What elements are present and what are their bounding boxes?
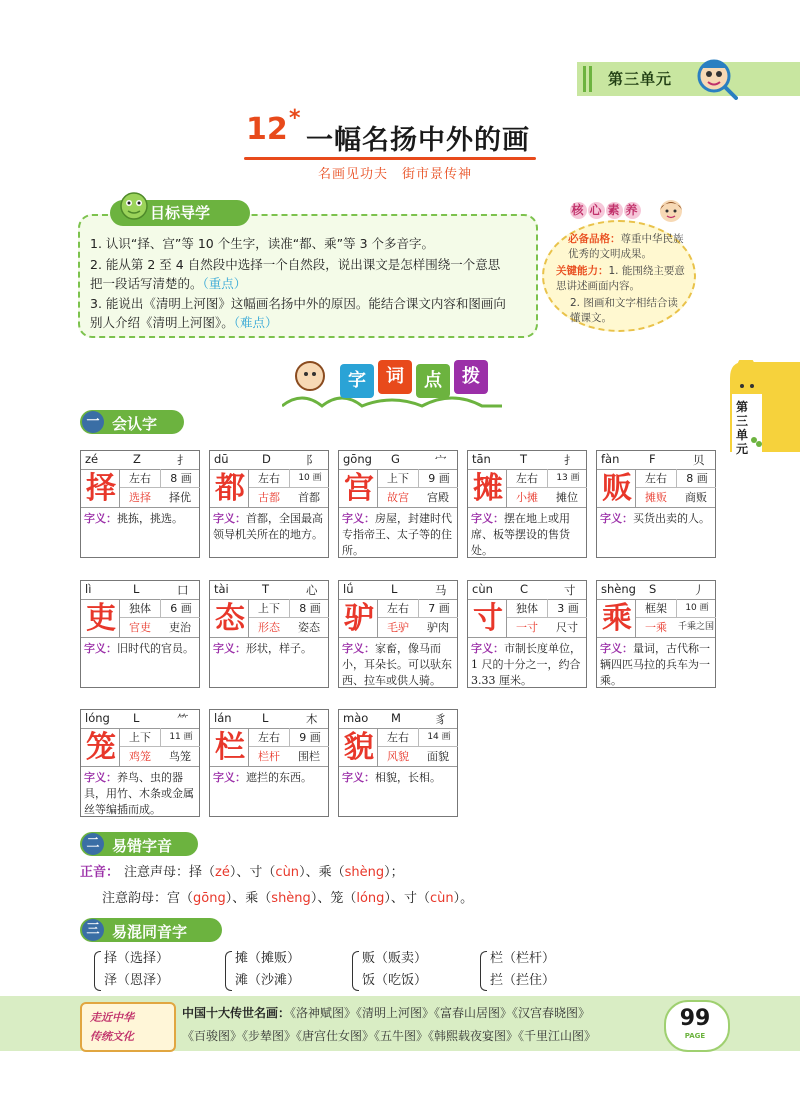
card-word-1: 小摊 (516, 491, 538, 504)
card-letter: L (133, 711, 140, 725)
goal-item-3: 3. 能说出《清明上河图》这幅画名扬中外的原因。能结合课文内容和图画向别人介绍《清明上河图》。（难点） (90, 296, 506, 330)
card-structure: 左右 (387, 731, 409, 744)
card-letter: T (520, 452, 528, 466)
title-underline (244, 157, 536, 160)
card-radical: 丿 (693, 583, 705, 597)
card-header (210, 581, 328, 600)
card-word-2: 吏治 (169, 621, 191, 634)
goals-label: 目标导学 (150, 204, 211, 222)
card-strokes: 13 画 (547, 469, 588, 488)
goal-item-1: 1. 认识“择、宫”等 10 个生字，读准“都、乘”等 3 个多音字。 (90, 236, 435, 251)
card-strokes: 9 画 (418, 469, 459, 488)
card-structure: 独体 (129, 602, 151, 615)
definition-label: 字义： (600, 512, 633, 525)
definition-text: 养鸟、虫的器具，用竹、木条或金属丝等编插而成。 (84, 771, 194, 816)
card-letter: G (391, 452, 400, 466)
card-info (248, 599, 329, 637)
homophone-group-2: 摊（摊贩） 滩（沙滩） (235, 951, 301, 988)
goal-item-2: 2. 能从第 2 至 4 自然段中选择一个自然段，说出课文是怎样围绕一个意思把一段话写清楚的。（重点） (90, 257, 501, 291)
footer-line-1: 中国十大传世名画：《洛神赋图》《清明上河图》《富春山居图》《汉宫春晓图》 (182, 1006, 591, 1020)
card-info (377, 728, 458, 766)
char-card (338, 580, 458, 688)
card-word-2: 驴肉 (427, 621, 449, 634)
card-pinyin: mào (343, 711, 369, 725)
card-letter: S (649, 582, 657, 596)
card-strokes: 10 画 (289, 469, 330, 488)
definition-label: 字义： (471, 512, 504, 525)
culture-logo (80, 1002, 176, 1052)
card-info (377, 469, 458, 507)
card-pinyin: zé (85, 452, 99, 466)
card-word-2: 尺寸 (556, 621, 578, 634)
card-definition (597, 637, 715, 687)
card-character: 择 (86, 471, 116, 506)
section-title-2: 易错字音 (112, 837, 173, 855)
char-card (209, 580, 329, 688)
card-definition (210, 637, 328, 687)
card-info (377, 599, 458, 637)
card-character: 摊 (473, 471, 503, 506)
card-strokes: 6 画 (160, 599, 201, 618)
banner-char-4: 拨 (462, 366, 480, 387)
lesson-title: 一幅名扬中外的画 (306, 125, 530, 156)
card-character: 貌 (344, 730, 374, 765)
brace-3 (352, 951, 359, 991)
card-letter: C (520, 582, 529, 596)
card-letter: M (391, 711, 401, 725)
card-pinyin: lóng (85, 711, 110, 725)
card-radical: 豸 (435, 712, 447, 726)
card-word-2: 摊位 (556, 491, 578, 504)
card-pinyin: lǘ (343, 582, 354, 596)
definition-label: 字义： (213, 512, 246, 525)
homophone-group-1: 择（选择） 泽（恩泽） (104, 951, 170, 988)
card-strokes: 8 画 (676, 469, 717, 488)
definition-text: 量词，古代称一辆四匹马拉的兵车为一乘。 (600, 642, 710, 687)
card-header (81, 451, 199, 470)
core-item-1: 必备品格：尊重中华民族优秀的文明成果。 (568, 233, 684, 260)
card-letter: L (133, 582, 140, 596)
card-character: 寸 (473, 601, 503, 636)
footer-line-2: 《百骏图》《步辇图》《唐宫仕女图》《五牛图》《韩熙载夜宴图》《千里江山图》 (182, 1029, 597, 1043)
girl-mascot-icon (656, 196, 686, 226)
card-strokes: 8 画 (289, 599, 330, 618)
card-structure: 左右 (258, 472, 280, 485)
core-item-2: 关键能力：1. 能围绕主要意思讲述画面内容。 (556, 265, 685, 292)
card-word-1: 形态 (258, 621, 280, 634)
lesson-star: * (289, 106, 301, 131)
pronunciation-label: 正音： (80, 865, 120, 880)
char-card (596, 450, 716, 558)
card-definition (81, 637, 199, 687)
card-character: 吏 (86, 601, 116, 636)
banner-char-1: 字 (348, 370, 366, 391)
card-radical: 心 (306, 583, 318, 597)
card-word-1: 毛驴 (387, 621, 409, 634)
brace-4 (480, 951, 487, 991)
card-strokes: 10 画 (676, 599, 717, 618)
card-radical: 贝 (693, 453, 705, 467)
card-structure: 左右 (645, 472, 667, 485)
char-card (338, 709, 458, 817)
definition-label: 字义： (342, 771, 375, 784)
char-card (80, 450, 200, 558)
card-character: 态 (215, 601, 245, 636)
card-structure: 左右 (387, 602, 409, 615)
card-radical: 扌 (564, 453, 576, 467)
card-letter: L (262, 711, 269, 725)
card-structure: 上下 (258, 602, 280, 615)
card-radical: 寸 (564, 583, 576, 597)
card-header (339, 710, 457, 729)
card-character: 贩 (602, 471, 632, 506)
lesson-subtitle: 名画见功夫 街市景传神 (318, 167, 473, 182)
core-item-3: 2. 图画和文字相结合读懂课文。 (570, 297, 678, 324)
card-radical: 口 (177, 583, 189, 597)
card-radical: 宀 (435, 453, 447, 467)
card-pinyin: shèng (601, 582, 636, 596)
card-info (248, 469, 329, 507)
card-header (81, 710, 199, 729)
card-word-1: 风貌 (387, 750, 409, 763)
card-character: 宫 (344, 471, 374, 506)
card-info (119, 599, 200, 637)
card-header (597, 451, 715, 470)
card-letter: F (649, 452, 656, 466)
definition-label: 字义： (342, 512, 375, 525)
card-character: 驴 (344, 601, 374, 636)
char-card (467, 580, 587, 688)
definition-text: 相貌，长相。 (375, 771, 441, 784)
card-structure: 上下 (387, 472, 409, 485)
card-pinyin: lán (214, 711, 232, 725)
definition-text: 形状，样子。 (246, 642, 312, 655)
card-header (468, 451, 586, 470)
definition-text: 首都，全国最高领导机关所在的地方。 (213, 512, 323, 541)
logo-line-1: 走近中华 (90, 1011, 134, 1024)
definition-label: 字义： (84, 642, 117, 655)
card-word-1: 故宫 (387, 491, 409, 504)
card-header (468, 581, 586, 600)
char-card (596, 580, 716, 688)
card-structure: 左右 (129, 472, 151, 485)
card-definition (468, 637, 586, 687)
card-word-1: 摊贩 (645, 491, 667, 504)
card-word-1: 一寸 (516, 621, 538, 634)
homophone-group-3: 贩（贩卖） 饭（吃饭） (362, 951, 428, 988)
card-word-2: 鸟笼 (169, 750, 191, 763)
card-strokes: 14 画 (418, 728, 459, 747)
card-word-1: 一乘 (645, 621, 667, 634)
definition-text: 房屋，封建时代专指帝王、太子等的住所。 (342, 512, 452, 557)
frog-mascot-icon (114, 186, 154, 226)
definition-text: 遮拦的东西。 (246, 771, 312, 784)
card-definition (81, 507, 199, 557)
card-letter: L (391, 582, 398, 596)
card-letter: Z (133, 452, 141, 466)
card-info (635, 469, 716, 507)
char-card (80, 709, 200, 817)
brace-1 (94, 951, 101, 991)
card-info (119, 728, 200, 766)
card-strokes: 8 画 (160, 469, 201, 488)
card-word-2: 首都 (298, 491, 320, 504)
pronunciation-line-1: 注意声母：择（zé）、寸（cùn）、乘（shèng）； (124, 865, 404, 880)
header-stripes (583, 66, 597, 92)
card-strokes: 3 画 (547, 599, 588, 618)
card-letter: T (262, 582, 270, 596)
card-structure: 框架 (645, 602, 667, 615)
definition-label: 字义： (213, 771, 246, 784)
card-info (119, 469, 200, 507)
card-structure: 独体 (516, 602, 538, 615)
card-header (81, 581, 199, 600)
card-header (210, 451, 328, 470)
section-num-3: 三 (82, 919, 104, 941)
card-character: 都 (215, 471, 245, 506)
card-radical: 阝 (306, 453, 318, 467)
char-card (209, 450, 329, 558)
card-definition (210, 766, 328, 816)
card-header (339, 451, 457, 470)
definition-label: 字义： (84, 512, 117, 525)
banner-char-2: 词 (386, 366, 404, 387)
definition-text: 挑拣，挑选。 (117, 512, 183, 525)
card-info (506, 469, 587, 507)
card-radical: 马 (435, 583, 447, 597)
card-pinyin: cùn (472, 582, 493, 596)
card-strokes: 7 画 (418, 599, 459, 618)
card-word-1: 栏杆 (258, 750, 280, 763)
homophone-group-4: 栏（栏杆） 拦（拦住） (490, 951, 556, 988)
card-definition (210, 507, 328, 557)
card-word-1: 选择 (129, 491, 151, 504)
card-character: 乘 (602, 601, 632, 636)
card-word-2: 商贩 (685, 491, 707, 504)
definition-text: 摆在地上或用席、板等摆设的售货处。 (471, 512, 570, 557)
card-word-2: 围栏 (298, 750, 320, 763)
card-structure: 左右 (516, 472, 538, 485)
lesson-number: 12 (246, 112, 288, 147)
card-pinyin: dū (214, 452, 229, 466)
card-word-1: 古都 (258, 491, 280, 504)
page-word: PAGE (684, 1032, 706, 1040)
card-radical: ⺮ (177, 712, 189, 726)
brace-2 (225, 951, 232, 991)
card-header (597, 581, 715, 600)
card-info (506, 599, 587, 637)
card-letter: D (262, 452, 271, 466)
card-definition (597, 507, 715, 557)
char-card (338, 450, 458, 558)
section-title-3: 易混同音字 (112, 923, 188, 941)
core-literacy-label: 核 心 素 养 (571, 203, 640, 217)
card-definition (468, 507, 586, 557)
char-card (209, 709, 329, 817)
card-definition (339, 637, 457, 687)
card-word-2: 姿态 (298, 621, 320, 634)
card-character: 栏 (215, 730, 245, 765)
card-header (210, 710, 328, 729)
card-word-1: 鸡笼 (129, 750, 151, 763)
definition-text: 买货出卖的人。 (633, 512, 710, 525)
card-strokes: 9 画 (289, 728, 330, 747)
card-character: 笼 (86, 730, 116, 765)
card-word-1: 官吏 (129, 621, 151, 634)
banner-char-3: 点 (424, 370, 442, 391)
card-header (339, 581, 457, 600)
char-card (80, 580, 200, 688)
section-title-1: 会认字 (112, 415, 158, 433)
section-num-2: 二 (82, 833, 104, 855)
card-word-2: 择优 (169, 491, 191, 504)
card-definition (339, 766, 457, 816)
card-definition (81, 766, 199, 816)
card-info (635, 599, 716, 637)
pronunciation-line-2: 注意韵母：宫（gōng）、乘（shèng）、笼（lóng）、寸（cùn）。 (102, 891, 474, 906)
section-num-1: 一 (82, 411, 104, 433)
card-word-2: 千乘之国 (677, 622, 714, 632)
card-strokes: 11 画 (160, 728, 201, 747)
card-structure: 上下 (129, 731, 151, 744)
card-structure: 左右 (258, 731, 280, 744)
unit-title: 第三单元 (608, 70, 673, 88)
card-pinyin: tān (472, 452, 491, 466)
char-card (467, 450, 587, 558)
definition-label: 字义： (342, 642, 375, 655)
magnifier-mascot-icon (696, 58, 738, 100)
definition-label: 字义： (213, 642, 246, 655)
definition-text: 旧时代的官员。 (117, 642, 194, 655)
card-pinyin: lì (85, 582, 92, 596)
definition-label: 字义： (471, 642, 504, 655)
card-pinyin: tài (214, 582, 229, 596)
card-radical: 扌 (177, 453, 189, 467)
definition-label: 字义： (84, 771, 117, 784)
card-definition (339, 507, 457, 557)
card-word-2: 宫殿 (427, 491, 449, 504)
card-pinyin: gōng (343, 452, 372, 466)
definition-text: 市制长度单位，1 尺的十分之一，约合 3.33 厘米。 (471, 642, 581, 687)
card-word-2: 面貌 (427, 750, 449, 763)
card-pinyin: fàn (601, 452, 620, 466)
logo-line-2: 传统文化 (90, 1030, 134, 1043)
page-number: 99 (679, 1006, 711, 1031)
card-radical: 木 (306, 712, 318, 726)
side-tab-label: 第三单元 (736, 400, 749, 456)
definition-label: 字义： (600, 642, 633, 655)
card-info (248, 728, 329, 766)
definition-text: 家畜，像马而小，耳朵长。可以驮东西、拉车或供人骑。 (342, 642, 452, 687)
